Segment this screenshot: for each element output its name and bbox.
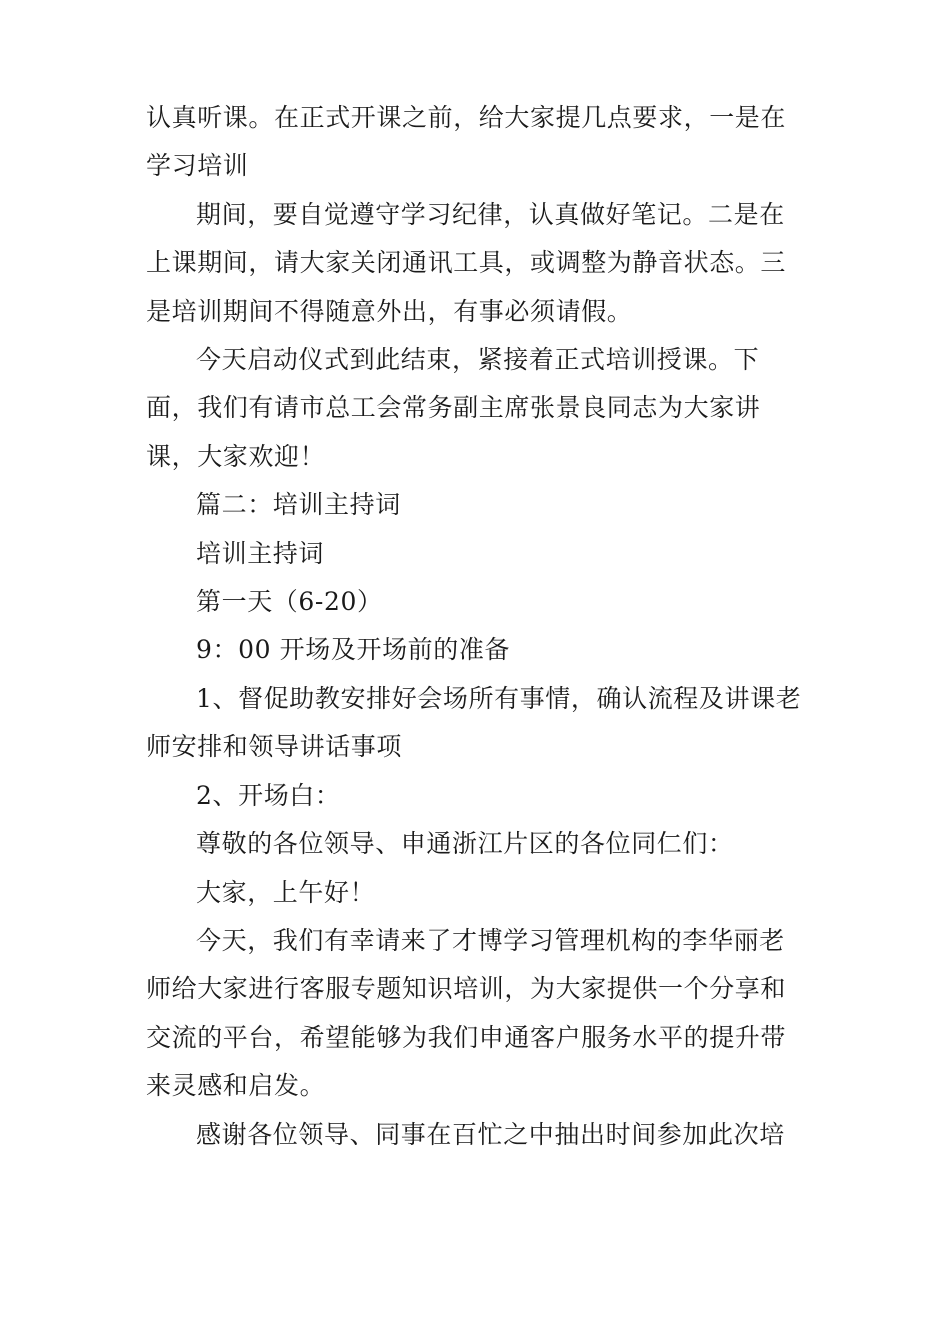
salutation: 尊敬的各位领导、申通浙江片区的各位同仁们：	[196, 829, 734, 859]
section-heading: 篇二：培训主持词	[196, 490, 401, 520]
schedule-item: 9：00 开场及开场前的准备	[196, 635, 511, 665]
day-heading: 第一天（6-20）	[196, 587, 383, 617]
document-title: 培训主持词	[196, 538, 325, 568]
paragraph: 感谢各位领导、同事在百忙之中抽出时间参加此次培	[196, 1119, 785, 1149]
paragraph: 今天，我们有幸请来了才博学习管理机构的李华丽老师给大家进行客服专题知识培训，为大家提供一个分享和交流的平台，希望能够为我们申通客户服务水平的提升带来灵感和启发。	[146, 925, 787, 1101]
paragraph: 期间，要自觉遵守学习纪律，认真做好笔记。二是在上课期间，请大家关闭通讯工具，或调整为静音状态。三是培训期间不得随意外出，有事必须请假。	[146, 199, 787, 326]
greeting: 大家，上午好！	[196, 877, 376, 907]
document-body	[146, 94, 810, 1159]
paragraph: 认真听课。在正式开课之前，给大家提几点要求，一是在学习培训	[146, 103, 787, 181]
list-item: 2、开场白：	[196, 780, 341, 810]
list-item: 1、督促助教安排好会场所有事情，确认流程及讲课老师安排和领导讲话事项	[146, 683, 802, 762]
paragraph: 今天启动仪式到此结束，紧接着正式培训授课。下面，我们有请市总工会常务副主席张景良同志为大家讲课，大家欢迎！	[146, 345, 761, 471]
